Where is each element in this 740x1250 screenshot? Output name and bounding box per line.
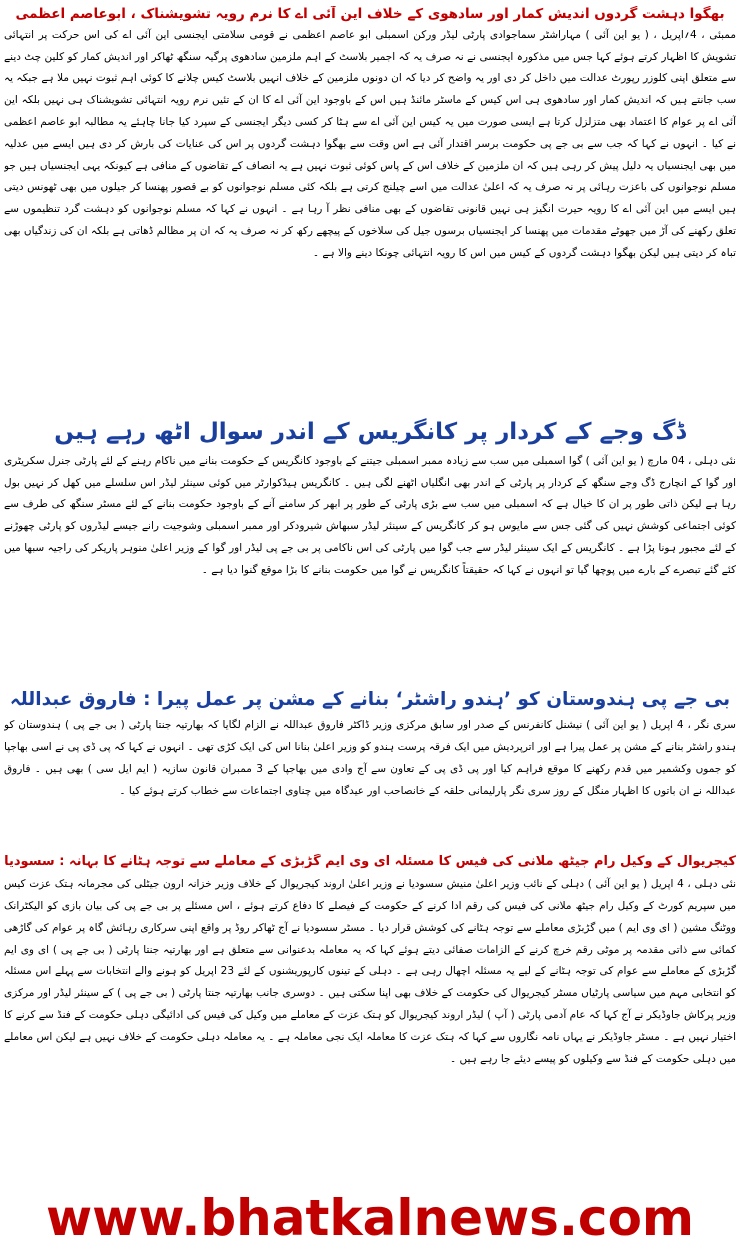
- article-azmi-nia: [4, 6, 736, 404]
- site-url: www.bhatkalnews.com: [45, 1189, 695, 1247]
- article-farooq-abdullah: [4, 688, 736, 848]
- article-body: ممبئی ، 4؍اپریل ، ( یو این آئی ) مہاراشٹر سماجوادی پارٹی لیڈر ورکن اسمبلی ابو عاصم اعظمی نے قومی سلامتی ایجنسی این آئی اے کی اس حرکت پر انتہائی تشویش کا اظہار کرتے ہوئے کہا جس میں مذکورہ ایجنسی نے نہ صرف یہ کہ اجمیر بلاسٹ کے اہم ملزمین سادھوی پرگیہ سنگھ ٹھاکر اور اندیش کمار کو کلین چٹ دینے سے متعلق اپنی کلوزر رپورٹ عدالت میں داخل کر دی اور یہ واضح کر دیا کہ ان دونوں ملزمین کے خلاف انہیں بلاسٹ کیس چلانے کا کوئی اہم ثبوت نہیں ملا ہے جبکہ یہ سب جانتے ہیں کہ اندیش کمار اور سادھوی ہی اس کیس کے ماسٹر مائنڈ ہیں اس کے باوجود این آئی اے کا ان کے تئیں نرم رویہ انتہائی تشویشناک ہی نہیں بلکہ این آئی اے پر عوام کا اعتماد بھی متزلزل کرتا ہے ایسی صورت میں یہ کیس این آئی اے سے ہٹا کر کسی دیگر ایجنسی کے سپرد کیا جانا چاہئے یہ مطالبہ ابو عاصم اعظمی نے کیا ۔ انہوں نے کہا کہ جب سے بی جے پی حکومت برسر اقتدار آئی ہے اس وقت سے بھگوا دہشت گردوں پر اس کی عنایات کی بارش کر دی ہیں ایسے میں عدلیہ میں بھی ایجنسیاں یہ دلیل پیش کر رہی ہیں کہ ان ملزمین کے خلاف اس کے پاس کوئی ثبوت نہیں ہے یہ انصاف کے تقاضوں کے منافی ہے کیونکہ یہی ایجنسیاں ہیں جو مسلم نوجوانوں کی باعزت رہائی پر نہ صرف یہ کہ اعلیٰ عدالت میں اسے چیلنج کرتی ہے بلکہ کئی مسلم نوجوانوں کو بے قصور پھنسا کر جیلوں میں بھی ٹھونس دیتی ہیں ایسے میں این آئی اے کا رویہ حیرت انگیز ہی نہیں قانونی تقاضوں کے بھی منافی نظر آ رہا ہے ۔ انہوں نے کہا کہ مسلم نوجوانوں کو دہشت گرد تنظیموں سے تعلق رکھنے کی آڑ میں جھوٹے مقدمات میں پھنسا کر ایجنسیاں برسوں جیل کی سلاخوں کے پیچھے رکھ کر نہ صرف یہ کہ ان پر مظالم ڈھاتی ہے بلکہ ان کی زندگیاں بھی تباہ کر دیتی ہیں لیکن بھگوا دہشت گردوں کے کیس میں اس کا رویہ انتہائی چونکا دینے والا ہے ۔: [4, 28, 736, 259]
- article-body: نئی دہلی ، 4 اپریل ( یو این آئی ) دہلی کے نائب وزیر اعلیٰ منیش سسودیا نے وزیر اعلیٰ اروند کیجریوال کے خلاف وزیر خزانہ ارون جیٹلی کی مجرمانہ ہتک عزت کیس میں سپریم کورٹ کے وکیل رام جیٹھ ملانی کی فیس کی رقم ادا کرنے کے حکومت کے فیصلے کا دفاع کرتے ہوئے ، اس مسئلے پر بی جے پی کی بیان بازی کو الیکٹرانک ووٹنگ مشین ( ای وی ایم ) میں گڑبڑی معاملے سے توجہ ہٹانے کی کوشش قرار دیا ۔ مسٹر سسودیا نے آج ٹھاکر روڈ پر واقع اپنی سرکاری رہائش گاہ پر عوام کی گاڑھی کمائی سے ذاتی مقدمہ پر موٹی رقم خرچ کرنے کے الزامات صفائی دیتے ہوئے کہا کہ یہ معاملہ بدعنوانی سے متعلق ہے اور بھارتیہ جنتا پارٹی ( بی جے پی ) ای وی ایم گڑبڑی کے معاملے سے عوام کی توجہ ہٹانے کے لیے یہ مسئلہ اچھال رہی ہے ۔ دہلی کے تینوں کارپوریشنوں کے لئے 23 اپریل کو ہونے والے انتخابات سے پہلے اس مسئلہ کو انتخابی مہم میں سیاسی پارٹیاں مسٹر کیجریوال کی حکومت کے خلاف بھی اپنا سکتی ہیں ۔ دوسری جانب بھارتیہ جنتا پارٹی ( بی جے پی ) کے سینئر لیڈر اور مرکزی وزیر پرکاش جاوڈیکر نے آج کہا کہ عام آدمی پارٹی ( آپ ) لیڈر اروند کیجریوال کو ہتک عزت کے معاملے میں وکیل کی فیس کی ادائیگی دہلی حکومت کے فنڈ سے کرنے کا اختیار نہیں ہے ۔ مسٹر جاوڈیکر نے یہاں نامہ نگاروں سے کہا کہ ہتک عزت کا معاملہ ایک نجی معاملہ ہے ۔ یہ معاملہ دہلی حکومت کے خلاف نہیں ہے لیکن اس معاملے میں دہلی حکومت کے فنڈ سے وکیلوں کو پیسے دیئے جا رہے ہیں ۔: [4, 878, 736, 1065]
- article-sisodia-fees: [4, 854, 736, 1180]
- article-headline: بی جے پی ہندوستان کو ’ہندو راشٹر‘ بنانے کے مشن پر عمل پیرا : فاروق عبداللہ: [9, 689, 731, 710]
- article-headline: کیجریوال کے وکیل رام جیٹھ ملانی کی فیس کا مسئلہ ای وی ایم گڑبڑی کے معاملے سے توجہ ہٹانے کا بہانہ : سسودیا: [4, 854, 736, 869]
- article-headline: بھگوا دہشت گردوں اندیش کمار اور سادھوی کے خلاف این آئی اے کا نرم رویہ تشویشناک ، ابوعاصم اعظمی: [15, 6, 725, 22]
- article-digvijay-congress: [4, 418, 736, 684]
- article-body: نئی دہلی ، 04 مارچ ( یو این آئی ) گوا اسمبلی میں سب سے زیادہ ممبر اسمبلی جیتنے کے باوجود کانگریس کے حکومت بنانے میں ناکام رہنے کے لئے پارٹی جنرل سکریٹری اور گوا کے انچارج ڈگ وجے سنگھ کے کردار پر پارٹی کے اندر بھی انگلیاں اٹھنے لگی ہیں ۔ کانگریس ہیڈکوارٹر میں کوئی سینئر لیڈر اس سلسلے میں کھل کر نہیں بول رہا ہے لیکن ذاتی طور پر ان کا خیال ہے کہ اسمبلی میں سب سے بڑی پارٹی کے طور پر ابھر کر سامنے آنے کے باوجود حکومت بنانے کے لئے مسٹر سنگھ کی طرف سے کوئی اجتماعی کوشش نہیں کی گئی جس سے مایوس ہو کر کانگریس کے سینئر لیڈر سبھاش شیرودکر اور ممبر اسمبلی وشوجیت رانے جیسے لیڈروں کو پارٹی چھوڑنے کے لئے مجبور ہونا پڑا ہے ۔ کانگریس کے ایک سینئر لیڈر سے جب گوا میں پارٹی کی اس ناکامی پر بی جے پی لیڈر اور گوا کے وزیر اعلیٰ منوہر پاریکر کی راجیہ سبھا میں کئے گئے تبصرے کے بارے میں پوچھا گیا تو انہوں نے کہا کہ حقیقتاً کانگریس نے گوا میں حکومت بنانے کا بڑا موقع گنوا دیا ہے ۔: [4, 454, 736, 576]
- article-body: سری نگر ، 4 اپریل ( یو این آئی ) نیشنل کانفرنس کے صدر اور سابق مرکزی وزیر ڈاکٹر فاروق عبداللہ نے الزام لگایا کہ بھارتیہ جنتا پارٹی ( بی جے پی ) ہندوستان کو ہندو راشٹر بنانے کے مشن پر عمل پیرا ہے اور اترپردیش میں ایک فرقہ پرست ہندو کو وزیر اعلیٰ بنانا اس کی ایک کڑی تھی ۔ انہوں نے کہا کہ پی ڈی پی نے اسی بھاجپا کو جموں وکشمیر میں قدم رکھنے کا موقع فراہم کیا اور پی ڈی پی کے تعاون سے آج وادی میں بھاجپا کے 3 ممبران قانون سازیہ ( ایم ایل سی ) بھی ہیں ۔ فاروق عبداللہ نے ان باتوں کا اظہار منگل کے روز سری نگر پارلیمانی حلقہ کے خانصاحب اور عیدگاہ میں چناوی اجتماعات سے خطاب کرتے ہوئے کیا ۔: [4, 719, 736, 797]
- article-headline: ڈگ وجے کے کردار پر کانگریس کے اندر سوال اٹھ رہے ہیں: [54, 419, 686, 445]
